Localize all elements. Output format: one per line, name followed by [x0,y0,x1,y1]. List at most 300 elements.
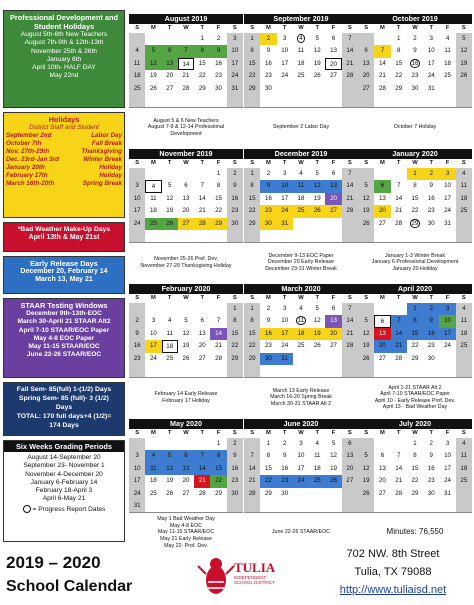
day-cell: 5 [315,170,319,177]
empty-cell [293,230,309,242]
empty-cell [325,95,341,107]
day-cell: 18 [162,340,178,352]
day-cell: 9 [429,452,433,460]
day-cell: 2 [423,303,439,315]
logo-text: TULIA [234,560,276,575]
day-cell: 7 [178,45,194,57]
weekday-header: S [347,430,352,436]
day-cell: 14 [342,180,358,192]
day-cell: 6 [331,35,336,42]
day-cell: 2 [413,35,417,42]
day-cell: 27 [358,83,374,95]
weekday-header: T [167,25,172,31]
day-cell: 15 [264,464,272,472]
day-cell: 2 [282,440,287,447]
day-cell: 16 [227,193,243,205]
day-cell: 20 [378,477,386,485]
day-cell: 24 [227,70,243,82]
day-cell: 9 [129,328,145,340]
day-cell: 1 [244,168,260,180]
day-cell: 20 [325,193,341,205]
day-cell: 3 [282,170,287,177]
month-title: April 2020 [358,284,472,294]
empty-cell [244,438,260,450]
day-cell: 7 [391,315,407,327]
day-cell: 22 [198,72,206,80]
grading-period-line: January 6-February 14 [30,478,98,486]
empty-cell [374,33,390,45]
empty-cell [456,218,472,230]
day-cell: 18 [149,207,157,215]
month-note [244,377,358,417]
empty-cell [309,230,325,242]
empty-cell [293,353,309,365]
empty-cell [439,83,455,95]
day-cell: 15 [210,463,226,475]
day-cell: 27 [178,218,194,230]
weekday-header: M [380,295,385,301]
holiday-row [6,132,122,140]
day-cell: 24 [293,475,309,487]
holiday-row [6,140,122,148]
day-cell: 22 [260,475,276,487]
weekday-header: M [151,160,156,166]
day-cell: 17 [444,194,451,202]
day-cell: 26 [325,475,341,487]
day-cell: 24 [129,218,145,230]
empty-cell [162,168,178,180]
day-grid [244,24,358,107]
day-cell: 1 [244,303,260,315]
day-cell: 12 [358,193,374,205]
day-cell: 19 [313,194,321,202]
day-cell: 10 [444,182,451,190]
prof-dev-line: August 5th-6th New Teachers [20,31,108,38]
day-cell: 29 [411,354,419,362]
empty-cell [456,365,472,377]
circle-icon [23,505,31,513]
month-note [244,512,358,552]
empty-cell [178,365,194,377]
month-calendar [358,419,472,512]
day-cell: 18 [149,477,157,485]
day-cell: 30 [227,488,243,500]
empty-cell [374,168,390,180]
day-cell: 10 [277,180,293,192]
day-cell: 29 [244,353,260,365]
empty-cell [178,303,194,315]
weekday-header: T [200,430,205,436]
day-cell: 8 [194,45,210,57]
day-cell: 14 [194,463,210,475]
day-cell: 3 [282,305,287,312]
weekday-header: W [298,430,304,436]
staar-line: May 4-8 EOC Paper [33,334,95,342]
day-cell: 13 [378,194,386,202]
empty-cell [374,303,390,315]
empty-cell [145,303,161,315]
day-cell: 12 [162,463,178,475]
day-cell: 1 [244,33,260,45]
month-calendar [244,149,358,242]
day-cell: 28 [194,218,210,230]
weekday-header: S [347,295,352,301]
empty-cell [456,500,472,512]
day-cell: 3 [129,450,145,462]
day-cell: 8 [210,450,226,462]
day-cell: 28 [198,489,206,497]
day-cell: 27 [378,489,386,497]
day-cell: 13 [330,47,337,55]
day-cell: 21 [342,58,358,70]
day-cell: 21 [244,475,260,487]
day-cell: 20 [358,70,374,82]
day-cell: 14 [395,194,403,202]
holiday-date: February 17th [6,172,48,180]
day-cell: 18 [129,70,145,82]
day-cell: 17 [439,328,455,340]
day-cell: 9 [429,182,433,190]
day-cell: 19 [358,340,374,352]
day-cell: 24 [444,342,451,350]
day-cell: 27 [330,72,337,80]
day-cell: 22 [411,207,419,215]
empty-cell [244,365,260,377]
weekday-header: M [380,430,385,436]
holiday-date: Dec. 23rd-Jan 3rd [6,156,59,164]
empty-cell [260,230,276,242]
district-logo [196,550,284,600]
day-cell: 10 [439,315,455,327]
day-cell: 5 [145,45,161,57]
staar-box [3,298,125,378]
day-cell: 17 [281,194,289,202]
empty-cell [293,83,309,95]
day-cell: 3 [227,33,243,45]
empty-cell [210,365,226,377]
weekday-header: S [347,160,352,166]
day-cell: 15 [244,328,260,340]
day-cell: 23 [427,477,435,485]
empty-cell [293,95,309,107]
empty-cell [293,218,309,230]
empty-cell [210,230,226,242]
day-cell: 25 [129,83,145,95]
address-city: Tulia, TX 79088 [354,566,432,578]
day-cell: 9 [260,180,276,192]
empty-cell [162,438,178,450]
day-cell: 21 [378,72,386,80]
staar-lines [6,310,122,360]
day-cell: 10 [149,329,157,337]
day-cell: 10 [129,463,145,475]
weekday-header: S [232,25,237,31]
day-cell: 25 [309,475,325,487]
day-cell: 8 [407,315,423,327]
empty-cell [358,365,374,377]
holiday-date: March 16th-20th [6,180,55,188]
day-cell: 12 [330,452,337,460]
day-cell: 2 [266,305,271,312]
day-cell: 29 [227,353,243,365]
day-cell: 9 [266,317,271,325]
day-cell: 2 [216,35,221,42]
day-cell: 17 [297,464,305,472]
weekday-header: S [461,160,466,166]
day-cell: 26 [358,353,374,365]
empty-cell [129,365,145,377]
day-cell: 2 [227,168,243,180]
day-cell: 4 [145,450,161,462]
note-line: March 16-20 Spring Break [270,394,332,401]
day-cell: 4 [456,438,472,450]
month-title: June 2020 [244,419,358,429]
note-line: December 23-31 Winter Break [265,265,337,272]
day-cell: 22 [411,342,419,350]
empty-cell [178,500,194,512]
empty-cell [309,218,325,230]
note-line: January 1-3 Winter Break [384,252,446,259]
weekday-header: S [347,25,352,31]
day-cell: 25 [456,340,472,352]
day-cell: 13 [162,58,178,70]
note-line: February 17 Holiday [162,397,210,404]
early-release-line: December 20, February 14 [20,268,108,275]
empty-cell [227,95,243,107]
day-cell: 5 [358,315,374,327]
empty-cell [145,230,161,242]
day-cell: 23 [227,475,243,487]
day-cell: 3 [429,35,433,42]
empty-cell [210,303,226,315]
day-cell: 4 [445,35,450,42]
day-cell: 7 [396,452,401,460]
day-cell: 27 [330,342,337,350]
day-cell: 25 [293,205,309,217]
prof-dev-line: May 22nd [49,72,79,80]
day-cell: 16 [264,59,272,67]
bad-weather-line: April 13th & May 21st [28,234,100,241]
day-cell: 20 [374,205,390,217]
day-grid [358,24,472,107]
month-title: August 2019 [129,14,243,24]
day-cell: 27 [378,354,386,362]
grading-period-line: November 4-December 20 [25,470,103,478]
empty-cell [293,365,309,377]
day-cell: 11 [166,329,173,337]
day-cell: 28 [342,70,358,82]
weekday-header: T [396,430,401,436]
note-line: February 14 Early Release [154,391,218,398]
day-cell: 28 [244,488,260,500]
weekday-header: T [282,430,287,436]
month-note [358,242,472,282]
day-cell: 27 [166,84,174,92]
empty-cell [407,365,423,377]
holiday-date: Nov. 27th-29th [6,148,50,156]
empty-cell [277,95,293,107]
day-cell: 29 [395,84,403,92]
holiday-name: Spring Break [82,180,122,188]
day-cell: 12 [358,463,374,475]
day-grid [129,294,243,377]
day-cell: 6 [358,45,374,57]
empty-cell [178,95,194,107]
prof-dev-line: January 6th [46,55,82,63]
day-cell: 15 [411,464,419,472]
day-cell: 24 [444,477,451,485]
empty-cell [423,95,439,107]
day-cell: 15 [215,194,222,202]
day-cell: 3 [439,303,455,315]
day-cell: 25 [166,354,174,362]
day-cell: 13 [342,450,358,462]
day-cell: 4 [129,45,145,57]
day-cell: 28 [378,84,386,92]
day-cell: 3 [282,35,287,42]
day-cell: 12 [145,58,161,70]
month-calendar [129,149,243,242]
holiday-row [6,180,122,188]
day-cell: 8 [396,47,401,55]
month-note [358,512,472,552]
weekday-header: W [298,295,304,301]
empty-cell [309,353,325,365]
website-link[interactable]: http://www.tuliaisd.net [339,584,447,596]
six-weeks-box [3,440,125,542]
day-cell: 1 [227,303,243,315]
day-cell: 30 [427,354,435,362]
day-cell: 3 [445,440,450,447]
day-cell: 20 [166,72,174,80]
day-cell: 17 [145,340,161,352]
day-cell: 11 [456,180,472,192]
instructional-days-line: TOTAL: 170 full days+4 (1/2)= [16,413,112,420]
day-cell: 2 [260,33,276,45]
day-cell: 14 [378,59,386,67]
day-cell: 24 [129,488,145,500]
day-cell: 19 [313,59,321,67]
day-cell: 6 [184,182,188,190]
day-cell: 21 [198,207,206,215]
weekday-header: S [364,430,369,436]
empty-cell [277,500,293,512]
empty-cell [439,365,455,377]
day-cell: 27 [342,475,358,487]
weekday-header: F [216,430,221,436]
empty-cell [194,303,210,315]
day-cell: 22 [244,70,260,82]
day-cell: 9 [210,45,226,57]
empty-cell [325,353,341,365]
month-calendar [358,284,472,377]
day-cell: 16 [129,340,145,352]
empty-cell [227,500,243,512]
day-grid [129,429,243,512]
early-release-lines [6,268,122,285]
day-cell: 14 [244,463,260,475]
day-cell: 30 [260,353,276,365]
day-cell: 7 [374,45,390,57]
day-cell: 6 [342,438,358,450]
weekday-header: W [412,295,418,301]
day-cell: 17 [129,205,145,217]
day-cell: 13 [198,329,206,337]
instructional-days-box [3,382,125,436]
empty-cell [423,500,439,512]
day-cell: 11 [456,315,472,327]
day-cell: 7 [216,317,221,325]
empty-cell [391,95,407,107]
empty-cell [456,488,472,500]
day-cell: 14 [391,328,407,340]
holiday-date: October 7th [6,140,42,148]
day-cell: 30 [281,489,289,497]
day-cell: 16 [427,194,435,202]
day-cell: 28 [215,354,222,362]
empty-cell [129,168,145,180]
empty-cell [325,365,341,377]
note-line: Minutes: 76,550 [386,527,444,537]
empty-cell [456,230,472,242]
empty-cell [374,500,390,512]
day-cell: 4 [299,305,303,312]
month-title: October 2019 [358,14,472,24]
day-cell: 15 [227,328,243,340]
empty-cell [391,230,407,242]
day-cell: 21 [395,207,403,215]
note-line: October 7 Holiday [393,124,437,131]
weekday-header: T [429,295,434,301]
month-calendar [244,284,358,377]
day-cell: 9 [282,452,287,460]
day-grid [244,429,358,512]
empty-cell [439,230,455,242]
day-cell: 23 [264,342,272,350]
weekday-header: T [396,295,401,301]
weekday-header: W [183,295,189,301]
day-cell: 6 [374,315,390,327]
note-line: April 10 - Early Release Prof. Dev. [374,397,456,404]
month-title: March 2020 [244,284,358,294]
day-cell: 8 [413,452,417,460]
day-cell: 7 [244,450,260,462]
empty-cell [456,83,472,95]
day-cell: 18 [297,59,305,67]
day-cell: 12 [309,180,325,192]
day-cell: 2 [429,440,433,447]
day-cell: 30 [411,84,419,92]
day-cell: 6 [380,452,385,460]
instructional-days-line: Fall Sem- 85(full) 1-(1/2) Days [16,386,112,393]
day-cell: 20 [325,58,341,70]
weekday-header: S [135,25,140,31]
empty-cell [407,500,423,512]
weekday-header: T [282,160,287,166]
day-cell: 21 [395,477,403,485]
day-cell: 4 [299,35,303,42]
day-cell: 4 [299,170,303,177]
day-cell: 8 [244,45,260,57]
empty-cell [129,303,145,315]
day-cell: 26 [456,70,472,82]
weekday-header: T [396,160,401,166]
day-cell: 14 [210,328,226,340]
month-title: December 2019 [244,149,358,159]
weekday-header: T [429,430,434,436]
weekday-header: S [250,25,255,31]
empty-cell [244,95,260,107]
